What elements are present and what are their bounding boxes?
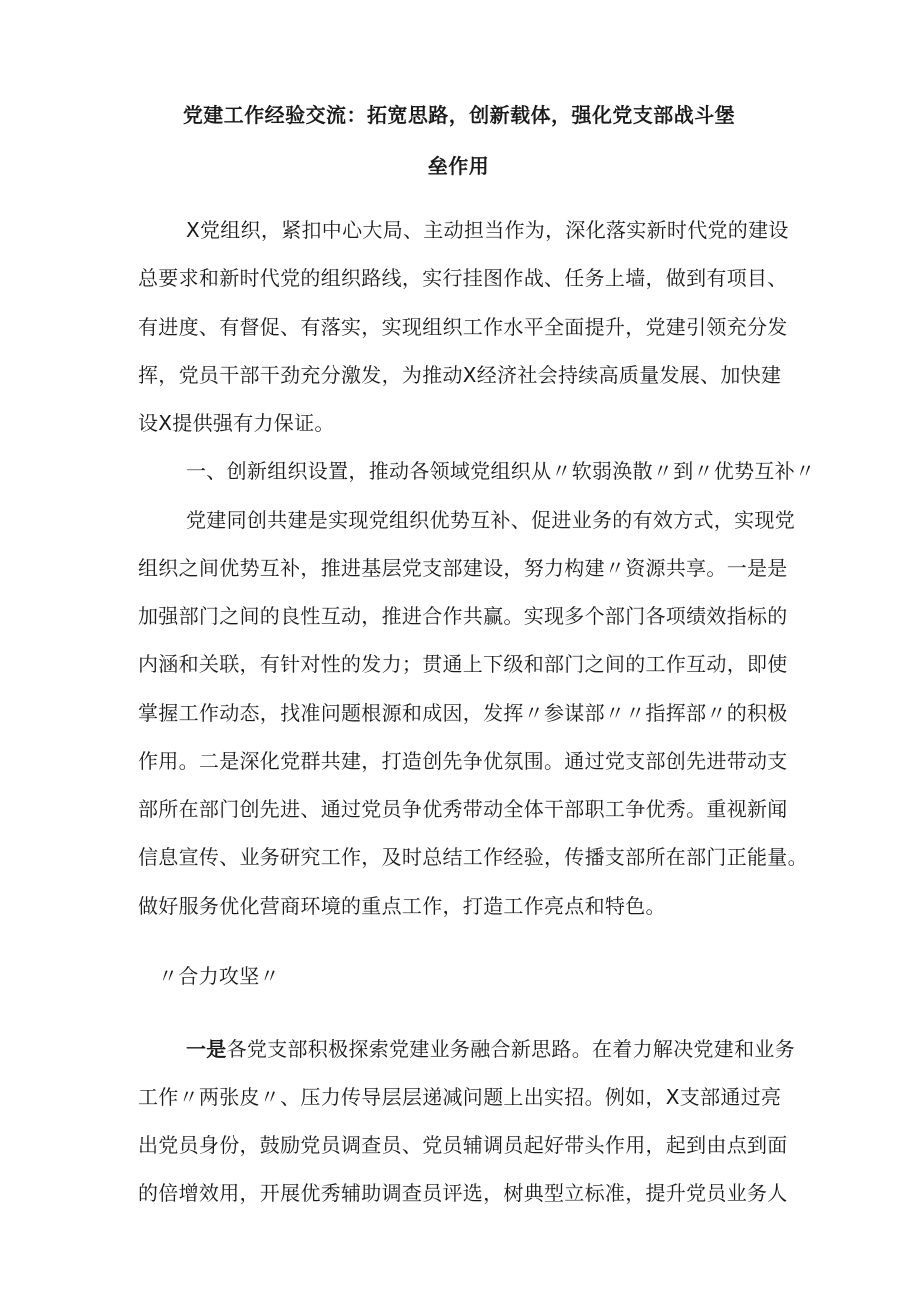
section-1-line-2: 组织之间优势互补，推进基层党支部建设，努力构建〃资源共享。一是是 [138,556,788,580]
section-fragment: 〃合力攻坚〃 [158,964,280,988]
section-2-line-3: 出党员身份，鼓励党员调查员、党员辅调员起好带头作用，起到由点到面 [138,1133,788,1157]
section-2-line-1-text: 各党支部积极探索党建业务融合新思路。在着力解决党建和业务 [226,1037,796,1061]
intro-line-3: 有进度、有督促、有落实，实现组织工作水平全面提升，党建引领充分发 [138,315,788,339]
section-1-line-7: 部所在部门创先进、通过党员争优秀带动全体干部职工争优秀。重视新闻 [138,797,788,821]
intro-line-1: X党组织，紧扣中心大局、主动担当作为，深化落实新时代党的建设 [186,218,789,242]
document-title-line-2: 垒作用 [427,154,490,178]
section-2-line-2: 工作〃两张皮〃、压力传导层层递减问题上出实招。例如，X支部通过亮 [138,1085,782,1109]
section-1-line-3: 加强部门之间的良性互动，推进合作共赢。实现多个部门各项绩效指标的 [138,604,788,628]
section-1-line-8: 信息宣传、业务研究工作，及时总结工作经验，传播支部所在部门正能量。 [138,845,808,869]
section-1-line-1: 党建同创共建是实现党组织优势互补、促进业务的有效方式，实现党 [186,508,795,532]
section-2-line-4: 的倍增效用，开展优秀辅助调查员评选，树典型立标准，提升党员业务人 [138,1181,788,1205]
section-1-line-6: 作用。二是深化党群共建，打造创先争优氛围。通过党支部创先进带动支 [138,749,788,773]
intro-line-5: 设X提供强有力保证。 [138,411,335,435]
intro-line-4: 挥，党员干部干劲充分激发，为推动X经济社会持续高质量发展、加快建 [138,363,782,387]
section-1-line-4: 内涵和关联，有针对性的发力；贯通上下级和部门之间的工作互动，即使 [138,652,788,676]
section-2-line-1 [186,1035,795,1063]
section-2-lead: 一是 [186,1037,227,1061]
section-1-heading: 一、创新组织设置，推动各领域党组织从〃软弱涣散〃到〃优势互补〃 [186,459,816,483]
document-title-line-1: 党建工作经验交流：拓宽思路，创新载体，强化党支部战斗堡 [182,103,736,127]
intro-line-2: 总要求和新时代党的组织路线，实行挂图作战、任务上墙，做到有项目、 [138,266,788,290]
section-1-line-5: 掌握工作动态，找准问题根源和成因，发挥〃参谋部〃〃指挥部〃的积极 [138,701,788,725]
section-1-line-9: 做好服务优化营商环境的重点工作，打造工作亮点和特色。 [138,894,666,918]
